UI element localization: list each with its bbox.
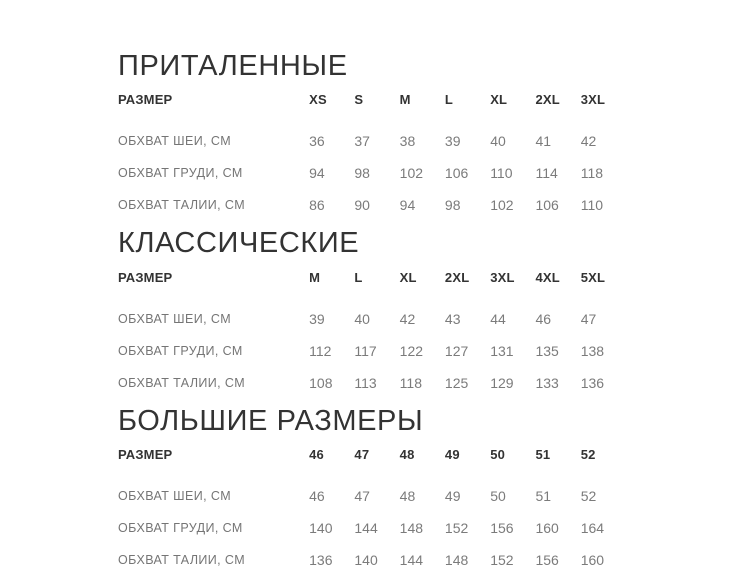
size-col-header: XL [399,269,417,285]
measurement-label: ОБХВАТ ШЕИ, СМ [118,311,232,326]
measurement-value: 156 [490,520,514,537]
measurement-value: 102 [490,197,514,214]
size-col-header: S [354,92,364,108]
measurement-value: 140 [354,552,378,569]
measurement-value: 94 [309,165,325,182]
measurement-value: 40 [354,310,370,327]
measurement-value: 136 [580,374,605,391]
measurement-value: 144 [354,520,378,537]
measurement-value: 106 [535,197,559,214]
measurement-value: 47 [580,310,597,327]
table-row-waist [118,544,626,576]
measurement-value: 152 [444,520,469,537]
measurement-value: 90 [354,197,370,214]
size-col-header: 4XL [535,269,560,285]
measurement-value: 160 [580,552,605,569]
measurement-value: 131 [490,342,514,359]
measurement-value: 39 [309,310,325,327]
measurement-value: 98 [354,165,370,182]
measurement-value: 42 [580,133,597,150]
measurement-value: 44 [490,310,506,327]
size-col-header: XL [490,92,508,108]
measurement-label: ОБХВАТ ШЕИ, СМ [118,489,232,504]
measurement-value: 117 [354,342,377,359]
measurement-value: 118 [399,374,422,391]
size-chart-page [118,50,743,576]
table-row-neck [118,480,626,512]
measurement-value: 38 [399,133,416,150]
measurement-value: 148 [444,552,469,569]
measurement-value: 50 [490,488,506,505]
size-col-header: 47 [354,447,370,463]
measurement-value: 127 [444,342,469,359]
measurement-label: ОБХВАТ ГРУДИ, СМ [118,521,243,536]
size-col-header: 3XL [580,92,606,108]
size-col-header: L [354,269,363,285]
table-row-chest [118,157,626,189]
table-row-waist [118,189,626,221]
measurement-value: 43 [444,310,461,327]
measurement-value: 49 [444,488,461,505]
measurement-value: 135 [535,342,559,359]
measurement-value: 102 [399,165,424,182]
measurement-value: 144 [399,552,424,569]
section-classic [118,227,743,398]
measurement-value: 136 [309,552,333,569]
measurement-value: 133 [535,374,559,391]
size-col-header: L [444,92,454,108]
size-table [118,93,626,221]
size-row-label: РАЗМЕР [118,269,173,285]
measurement-value: 40 [490,133,506,150]
size-col-header: 52 [580,447,596,463]
size-row-label: РАЗМЕР [118,92,173,108]
table-row-chest [118,335,626,367]
size-col-header: 46 [309,447,324,463]
measurement-value: 164 [580,520,605,537]
size-col-header: M [399,92,411,108]
measurement-value: 112 [309,342,332,359]
size-row-label: РАЗМЕР [118,447,173,463]
size-col-header: 48 [399,447,415,463]
measurement-value: 46 [309,488,325,505]
measurement-value: 42 [399,310,416,327]
table-header-row [118,93,626,125]
measurement-value: 41 [535,133,552,150]
section-fitted [118,50,743,221]
table-header-row [118,271,626,303]
measurement-value: 148 [399,520,424,537]
measurement-label: ОБХВАТ ТАЛИИ, СМ [118,375,246,390]
size-col-header: 5XL [580,269,606,285]
measurement-value: 98 [444,197,461,214]
table-row-chest [118,512,626,544]
measurement-value: 48 [399,488,416,505]
measurement-label: ОБХВАТ ГРУДИ, СМ [118,166,243,181]
measurement-value: 129 [490,374,514,391]
measurement-label: ОБХВАТ ГРУДИ, СМ [118,343,243,358]
measurement-value: 122 [399,342,424,359]
measurement-value: 125 [444,374,469,391]
measurement-value: 51 [535,488,552,505]
measurement-value: 94 [399,197,416,214]
section-title: БОЛЬШИЕ РАЗМЕРЫ [118,404,424,437]
measurement-value: 37 [354,133,370,150]
measurement-value: 110 [490,165,513,182]
measurement-label: ОБХВАТ ТАЛИИ, СМ [118,553,246,568]
section-title: ПРИТАЛЕННЫЕ [118,50,348,82]
measurement-value: 156 [535,552,559,569]
measurement-label: ОБХВАТ ШЕИ, СМ [118,134,232,149]
measurement-value: 160 [535,520,559,537]
measurement-label: ОБХВАТ ТАЛИИ, СМ [118,198,246,213]
table-row-neck [118,303,626,335]
measurement-value: 110 [580,197,604,214]
table-header-row [118,448,626,480]
size-col-header: 50 [490,447,506,463]
size-table [118,271,626,399]
measurement-value: 52 [580,488,597,505]
measurement-value: 47 [354,488,370,505]
size-table [118,448,626,576]
section-title: КЛАССИЧЕСКИЕ [118,227,360,260]
measurement-value: 118 [580,165,604,182]
size-col-header: 51 [535,447,551,463]
size-col-header: 2XL [535,92,560,108]
measurement-value: 113 [354,374,377,391]
measurement-value: 36 [309,133,325,150]
size-col-header: XS [309,92,327,108]
measurement-value: 114 [535,165,558,182]
measurement-value: 86 [309,197,325,214]
measurement-value: 108 [309,374,333,391]
size-col-header: 3XL [490,269,515,285]
measurement-value: 138 [580,342,605,359]
table-row-waist [118,367,626,399]
measurement-value: 46 [535,310,552,327]
table-row-neck [118,125,626,157]
size-col-header: M [309,269,321,285]
measurement-value: 140 [309,520,333,537]
section-big-sizes [118,405,743,576]
measurement-value: 152 [490,552,514,569]
size-col-header: 49 [444,447,460,463]
measurement-value: 39 [444,133,461,150]
size-col-header: 2XL [444,269,470,285]
measurement-value: 106 [444,165,469,182]
